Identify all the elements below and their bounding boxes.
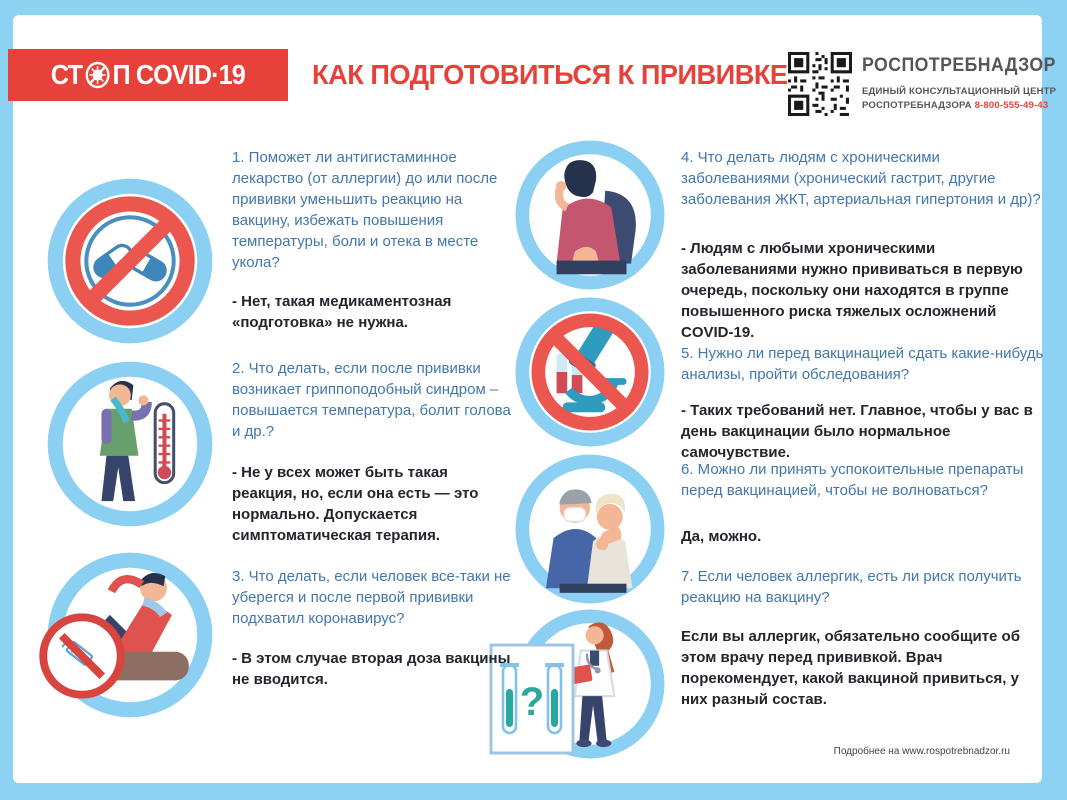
thinking-man-icon: [514, 139, 666, 291]
answer-4: - Людям с любыми хроническими заболеваниями нужно прививаться в первую очередь, поскольку они находятся в группе повышенного риска тяжелых осложнений COVID-19.: [681, 240, 1023, 341]
question-2: 2. Что делать, если после прививки возникает гриппоподобный синдром – повышается температура, болит голова и др.?: [232, 360, 511, 440]
footer-more-info: Подробнее на www.rospotrebnadzor.ru: [833, 746, 1010, 757]
qr-code-icon: [788, 52, 852, 116]
answer-7: Если вы аллергик, обязательно сообщите об этом врачу перед прививкой. Врач порекомендует, какой вакциной привиться, у них разный состав.: [681, 628, 1020, 708]
banner-covid: COVID·19: [136, 59, 246, 90]
man-with-thermometer-icon: [46, 360, 214, 528]
banner-pre: СТ: [50, 59, 83, 90]
no-syringe-badge-icon: [38, 612, 126, 700]
stop-covid-banner: [8, 49, 288, 101]
org-name: РОСПОТРЕБНАДЗОР: [862, 55, 1056, 76]
answer-1: - Нет, такая медикаментозная «подготовка» не нужна.: [232, 293, 452, 331]
answer-5: - Таких требований нет. Главное, чтобы у вас в день вакцинации было нормальное самочувствие.: [681, 402, 1033, 461]
no-pills-icon: [46, 177, 214, 345]
answer-6: Да, можно.: [681, 528, 762, 545]
virus-prohibited-icon: [84, 60, 111, 90]
answer-2: - Не у всех может быть такая реакция, но, если она есть — это нормально. Допускается симптоматическая терапия.: [232, 464, 479, 544]
question-7: 7. Если человек аллергик, есть ли риск получить реакцию на вакцину?: [681, 568, 1022, 606]
answer-3: - В этом случае вторая доза вакцины не вводится.: [232, 650, 511, 688]
org-line2-text: РОСПОТРЕБНАДЗОРА: [862, 100, 972, 111]
question-mark-glyph: ?: [519, 680, 545, 724]
poster-title: КАК ПОДГОТОВИТЬСЯ К ПРИВИВКЕ: [312, 59, 788, 90]
elderly-couple-icon: [514, 453, 666, 605]
banner-text: [51, 59, 245, 91]
question-1: 1. Поможет ли антигистаминное лекарство (от аллергии) до или после прививки уменьшить реакцию на вакцину, избежать повышения температуры, боли и отека в месте укола?: [232, 149, 498, 271]
org-subtitle-line1: ЕДИНЫЙ КОНСУЛЬТАЦИОННЫЙ ЦЕНТР: [862, 86, 1057, 97]
banner-post: П COVID·19: [112, 59, 246, 90]
question-5: 5. Нужно ли перед вакцинацией сдать какие-нибудь анализы, пройти обследования?: [681, 345, 1044, 383]
question-6: 6. Можно ли принять успокоительные препараты перед вакцинацией, чтобы не волноваться?: [681, 461, 1024, 499]
org-phone: 8-800-555-49-43: [974, 100, 1049, 111]
org-subtitle-line2: [862, 100, 1048, 111]
question-3: 3. Что делать, если человек все-таки не уберегся и после первой прививки подхватил коронавирус?: [232, 568, 511, 627]
no-microscope-icon: [514, 296, 666, 448]
question-4: 4. Что делать людям с хроническими заболеваниями (хронический гастрит, другие заболевания ЖКТ, артериальная гипертония и др)?: [681, 149, 1041, 208]
